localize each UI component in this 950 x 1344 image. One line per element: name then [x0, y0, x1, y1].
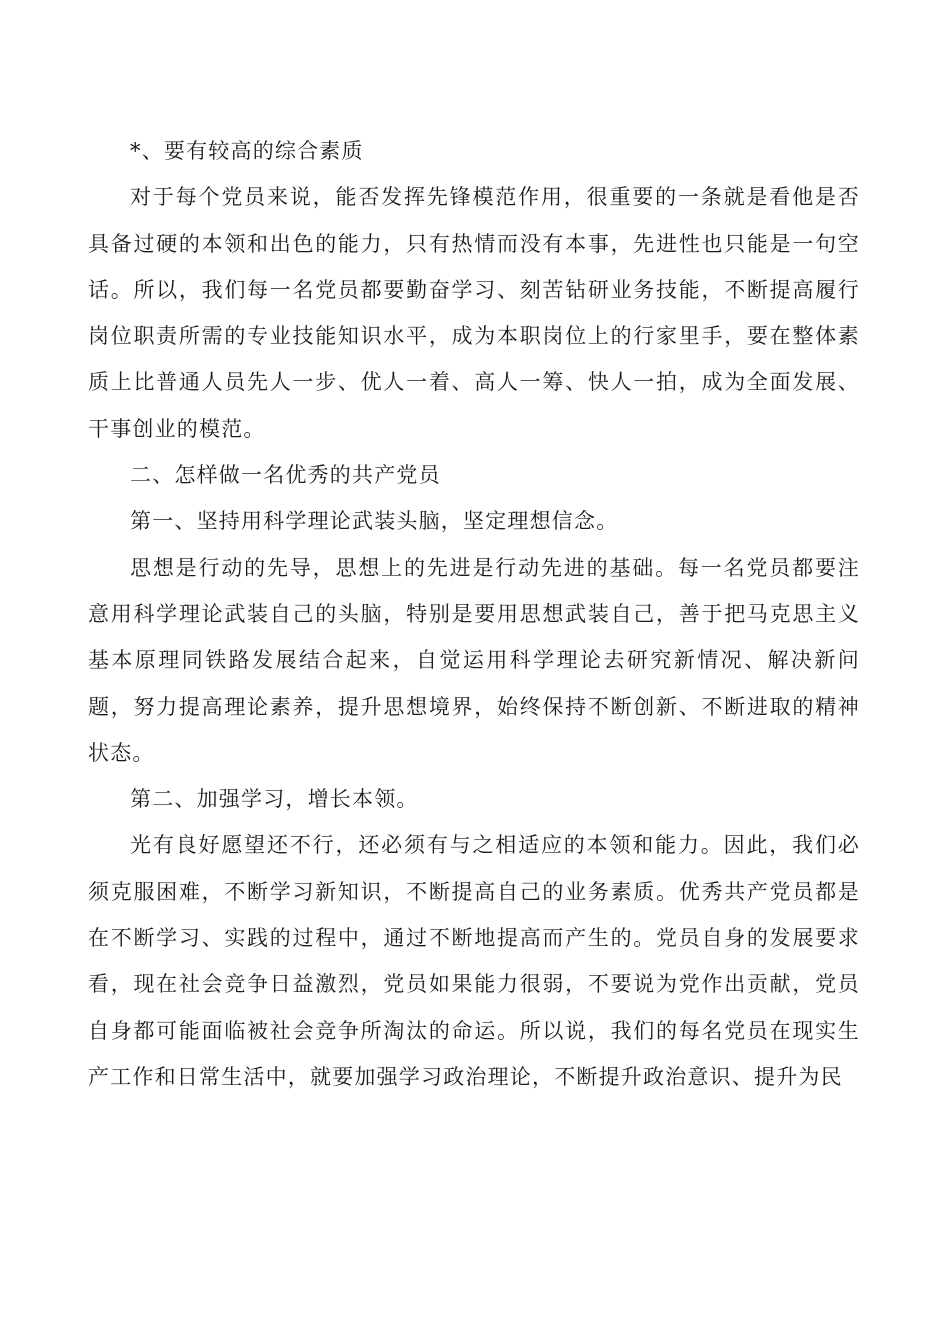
section-heading-excellent-member: 二、怎样做一名优秀的共产党员	[130, 463, 441, 488]
paragraph-learning: 光有良好愿望还不行，还必须有与之相适应的本领和能力。因此，我们必须克服困难，不断学习新知识，不断提高自己的业务素质。优秀共产党员都是在不断学习、实践的过程中，通过不断地提高而产生的。党员自身的发展要求看，现在社会竞争日益激烈，党员如果能力很弱，不要说为党作出贡献，党员自身都可能面临被社会竞争所淘汰的命运。所以说，我们的每名党员在现实生产工作和日常生活中，就要加强学习政治理论，不断提升政治意识、提升为民	[88, 833, 860, 1089]
subheading-second: 第二、加强学习，增长本领。	[130, 787, 419, 812]
document-body	[88, 128, 860, 1100]
section-heading-comprehensive-quality: *、要有较高的综合素质	[130, 139, 364, 163]
subheading-first: 第一、坚持用科学理论武装头脑，坚定理想信念。	[130, 509, 619, 534]
paragraph-ability: 对于每个党员来说，能否发挥先锋模范作用，很重要的一条就是看他是否具备过硬的本领和出色的能力，只有热情而没有本事，先进性也只能是一句空话。所以，我们每一名党员都要勤奋学习、刻苦钻研业务技能，不断提高履行岗位职责所需的专业技能知识水平，成为本职岗位上的行家里手，要在整体素质上比普通人员先人一步、优人一着、高人一筹、快人一拍，成为全面发展、干事创业的模范。	[88, 185, 860, 441]
paragraph-theory: 思想是行动的先导，思想上的先进是行动先进的基础。每一名党员都要注意用科学理论武装自己的头脑，特别是要用思想武装自己，善于把马克思主义基本原理同铁路发展结合起来，自觉运用科学理论去研究新情况、解决新问题，努力提高理论素养，提升思想境界，始终保持不断创新、不断进取的精神状态。	[88, 555, 860, 765]
